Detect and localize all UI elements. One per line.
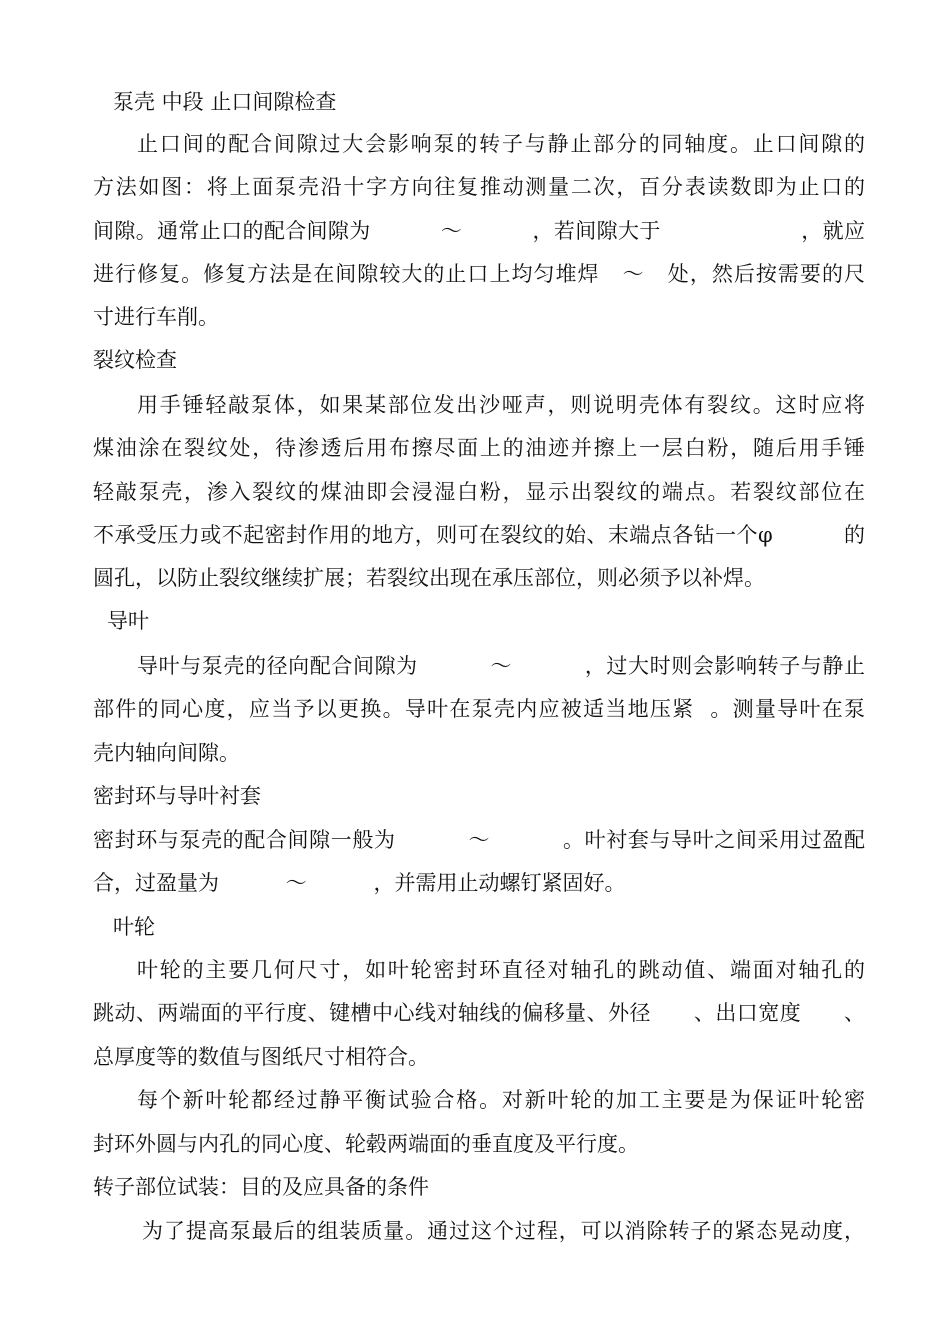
- paragraph-line: 煤油涂在裂纹处，待渗透后用布擦尽面上的油迹并擦上一层白粉，随后用手锤: [93, 436, 865, 460]
- paragraph-line: 用手锤轻敲泵体，如果某部位发出沙哑声，则说明壳体有裂纹。这时应将: [137, 393, 865, 417]
- paragraph-line: 合，过盈量为 ～ ，并需用止动螺钉紧固好。: [93, 871, 626, 895]
- paragraph-line: 寸进行车削。: [93, 305, 219, 329]
- paragraph-line: 封环外圆与内孔的同心度、轮毂两端面的垂直度及平行度。: [93, 1132, 639, 1156]
- paragraph-line: 方法如图：将上面泵壳沿十字方向往复推动测量二次，百分表读数即为止口的: [93, 175, 865, 199]
- paragraph-line: 止口间的配合间隙过大会影响泵的转子与静止部分的同轴度。止口间隙的: [137, 132, 865, 156]
- paragraph-line: 为了提高泵最后的组装质量。通过这个过程，可以消除转子的紧态晃动度，: [142, 1219, 865, 1243]
- paragraph-line: 总厚度等的数值与图纸尺寸相符合。: [93, 1045, 429, 1069]
- paragraph-line: 每个新叶轮都经过静平衡试验合格。对新叶轮的加工主要是为保证叶轮密: [137, 1088, 865, 1112]
- paragraph-line: 不承受压力或不起密封作用的地方，则可在裂纹的始、末端点各钻一个φ 的: [93, 523, 865, 547]
- section-heading-rotor-trial: 转子部位试装：目的及应具备的条件: [93, 1175, 429, 1199]
- paragraph-line: 间隙。通常止口的配合间隙为 ～ ，若间隙大于 ，就应: [93, 219, 865, 243]
- paragraph-line: 跳动、两端面的平行度、键槽中心线对轴线的偏移量、外径 、出口宽度 、: [93, 1001, 865, 1025]
- paragraph-line: 导叶与泵壳的径向配合间隙为 ～ ，过大时则会影响转子与静止: [137, 654, 865, 678]
- section-heading-impeller: 叶轮: [113, 915, 155, 939]
- paragraph-line: 壳内轴向间隙。: [93, 741, 240, 765]
- paragraph-line: 圆孔，以防止裂纹继续扩展；若裂纹出现在承压部位，则必须予以补焊。: [93, 566, 765, 590]
- section-heading-guide-vane: 导叶: [107, 609, 149, 633]
- paragraph-line: 进行修复。修复方法是在间隙较大的止口上均匀堆焊 ～ 处，然后按需要的尺: [93, 262, 865, 286]
- section-heading-pump-casing: 泵壳 中段 止口间隙检查: [113, 90, 337, 114]
- paragraph-line: 部件的同心度，应当予以更换。导叶在泵壳内应被适当地压紧 。测量导叶在泵: [93, 697, 865, 721]
- paragraph-line: 叶轮的主要几何尺寸，如叶轮密封环直径对轴孔的跳动值、端面对轴孔的: [137, 958, 865, 982]
- section-heading-crack-check: 裂纹检查: [93, 348, 177, 372]
- paragraph-line: 密封环与泵壳的配合间隙一般为 ～ 。叶衬套与导叶之间采用过盈配: [93, 828, 865, 852]
- section-heading-seal-ring: 密封环与导叶衬套: [93, 784, 261, 808]
- paragraph-line: 轻敲泵壳，渗入裂纹的煤油即会浸湿白粉，显示出裂纹的端点。若裂纹部位在: [93, 480, 865, 504]
